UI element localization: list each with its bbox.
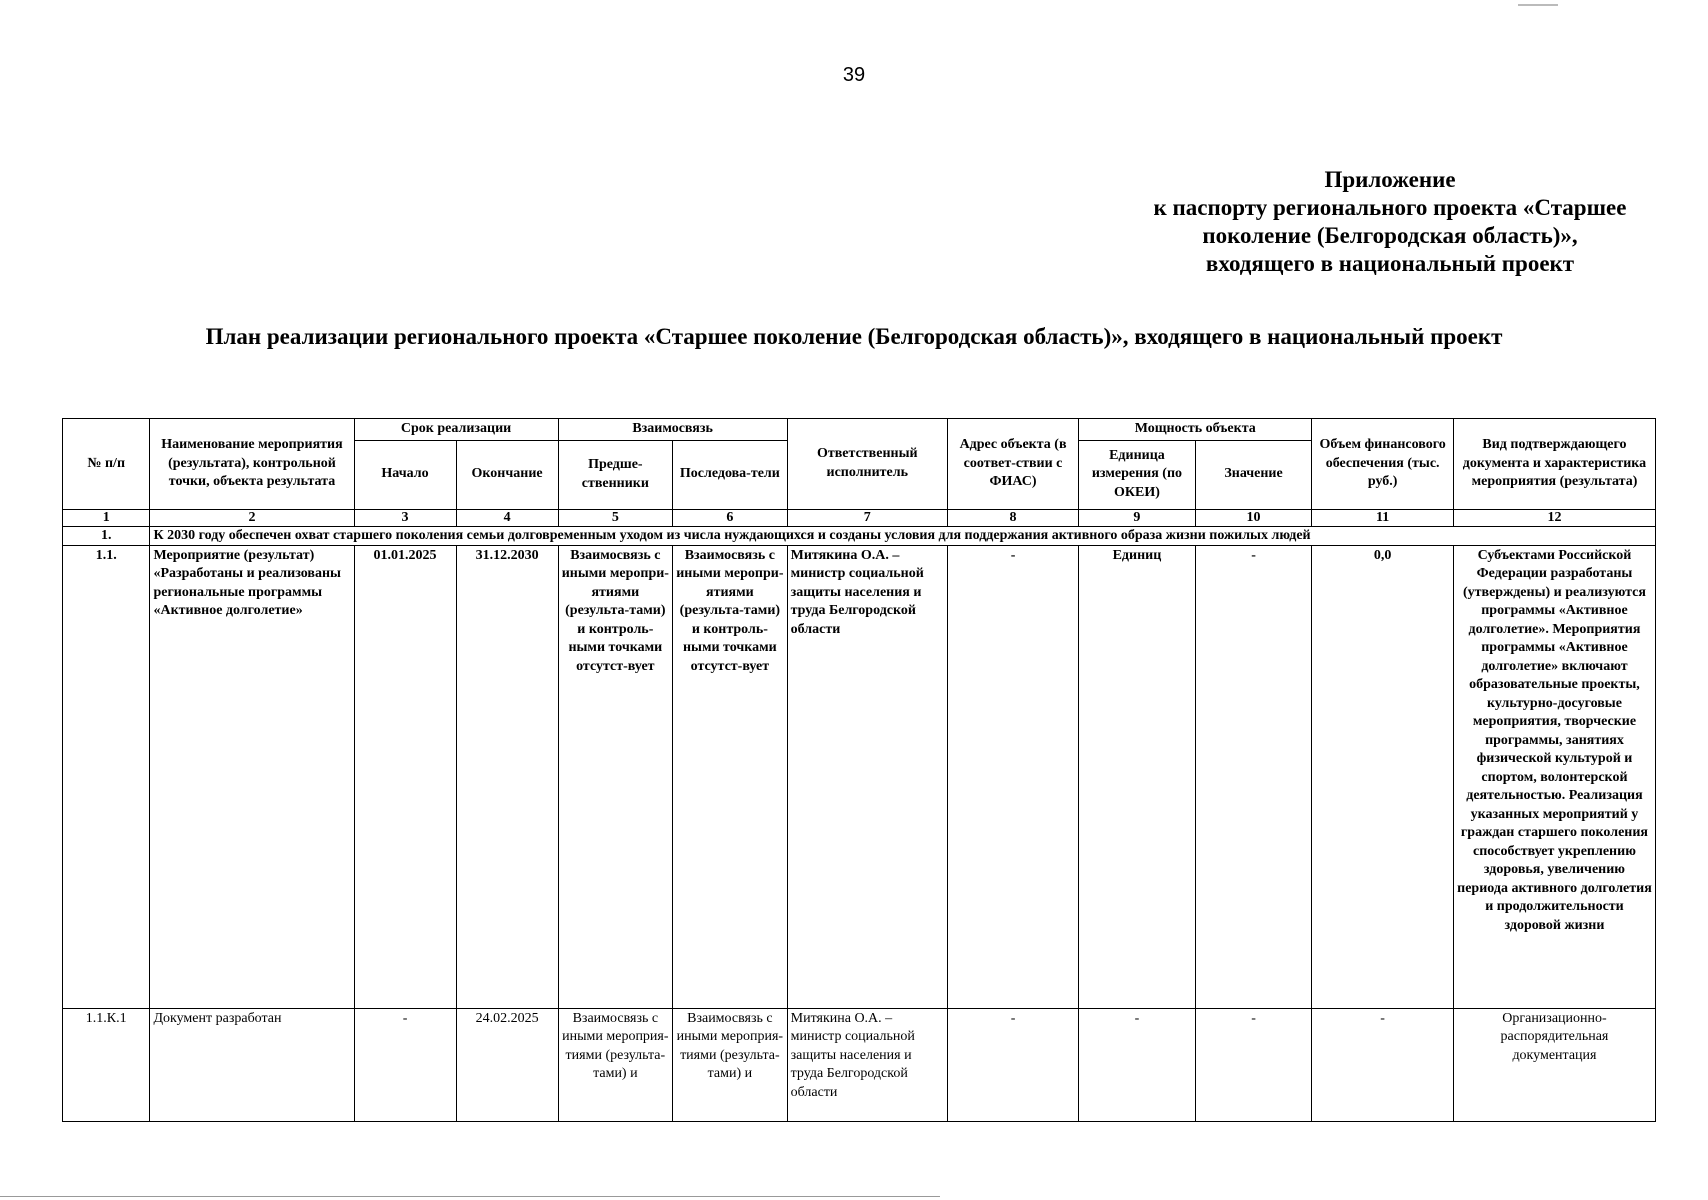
column-number: 2 [150,509,354,526]
scan-mark [1518,4,1558,6]
header-name: Наименование мероприятия (результата), контрольной точки, объекта результата [150,419,354,510]
row-value: - [1195,545,1312,1008]
header-funding: Объем финансового обеспечения (тыс. руб.) [1312,419,1454,510]
column-numbers-row [63,509,1656,526]
header-successors: Последова-тели [673,440,788,509]
row-num: 1.1. [63,545,150,1008]
column-number: 9 [1079,509,1196,526]
header-executor: Ответственный исполнитель [787,419,947,510]
row-end: 24.02.2025 [456,1008,558,1121]
header-address: Адрес объекта (в соответ-ствии с ФИАС) [947,419,1078,510]
row-start: - [354,1008,456,1121]
plan-title: План реализации регионального проекта «Старшее поколение (Белгородская область)», входящего в национальный проект [205,324,1503,349]
row-num: 1.1.К.1 [63,1008,150,1121]
row-predecessors: Взаимосвязь с иными меропри-ятиями (результа-тами) и контроль-ными точками отсутст-вует [558,545,673,1008]
appendix-line: к паспорту регионального проекта «Старшее [1153,195,1627,220]
row-end: 31.12.2030 [456,545,558,1008]
header-start: Начало [354,440,456,509]
header-row [63,419,1656,441]
page-number: 39 [842,64,866,86]
header-capacity: Мощность объекта [1079,419,1312,441]
column-number: 5 [558,509,673,526]
column-number: 11 [1312,509,1454,526]
goal-num: 1. [63,526,150,545]
row-unit: - [1079,1008,1196,1121]
header-end: Окончание [456,440,558,509]
row-successors: Взаимосвязь с иными мероприя-тиями (результа-тами) и [673,1008,788,1121]
row-executor: Митякина О.А. – министр социальной защиты населения и труда Белгородской области [787,1008,947,1121]
row-value: - [1195,1008,1312,1121]
appendix-line: входящего в национальный проект [1205,251,1575,276]
column-number: 10 [1195,509,1312,526]
goal-row [63,526,1656,545]
plan-table [62,418,1656,1122]
header-relation: Взаимосвязь [558,419,787,441]
row-document: Субъектами Российской Федерации разработаны (утверждены) и реализуются программы «Активное долголетие». Мероприятия программы «Активное долголетие» включают образовательные проекты, культурно-досуговые мероприятия, творческие программы, занятиях физической культурой и спортом, волонтерской деятельностью. Реализация указанных мероприятий у граждан старшего поколения способствует укреплению здоровья, увеличению периода активного долголетия и продолжительности здоровой жизни [1453,545,1655,1008]
appendix-line: Приложение [1324,167,1456,192]
appendix-line: поколение (Белгородская область)», [1202,223,1578,248]
row-funding: - [1312,1008,1454,1121]
header-value: Значение [1195,440,1312,509]
header-unit: Единица измерения (по ОКЕИ) [1079,440,1196,509]
column-number: 1 [63,509,150,526]
scan-edge-line [0,1196,940,1197]
row-executor: Митякина О.А. – министр социальной защиты населения и труда Белгородской области [787,545,947,1008]
row-funding: 0,0 [1312,545,1454,1008]
row-name: Мероприятие (результат) «Разработаны и реализованы региональные программы «Активное долголетие» [150,545,354,1008]
goal-text: К 2030 году обеспечен охват старшего поколения семьи долговременным уходом из числа нуждающихся и созданы условия для поддержания активного образа жизни пожилых людей [150,526,1656,545]
header-document: Вид подтверждающего документа и характеристика мероприятия (результата) [1453,419,1655,510]
appendix-heading [1100,166,1680,278]
row-successors: Взаимосвязь с иными меропри-ятиями (результа-тами) и контроль-ными точками отсутст-вует [673,545,788,1008]
column-number: 6 [673,509,788,526]
row-start: 01.01.2025 [354,545,456,1008]
row-address: - [947,1008,1078,1121]
column-number: 4 [456,509,558,526]
row-address: - [947,545,1078,1008]
row-document: Организационно-распорядительная документация [1453,1008,1655,1121]
column-number: 8 [947,509,1078,526]
column-number: 7 [787,509,947,526]
table-row [63,545,1656,1008]
header-predecessors: Предше-ственники [558,440,673,509]
table-row [63,1008,1656,1121]
header-period: Срок реализации [354,419,558,441]
row-unit: Единиц [1079,545,1196,1008]
row-name: Документ разработан [150,1008,354,1121]
header-num: № п/п [63,419,150,510]
column-number: 3 [354,509,456,526]
row-predecessors: Взаимосвязь с иными мероприя-тиями (результа-тами) и [558,1008,673,1121]
column-number: 12 [1453,509,1655,526]
